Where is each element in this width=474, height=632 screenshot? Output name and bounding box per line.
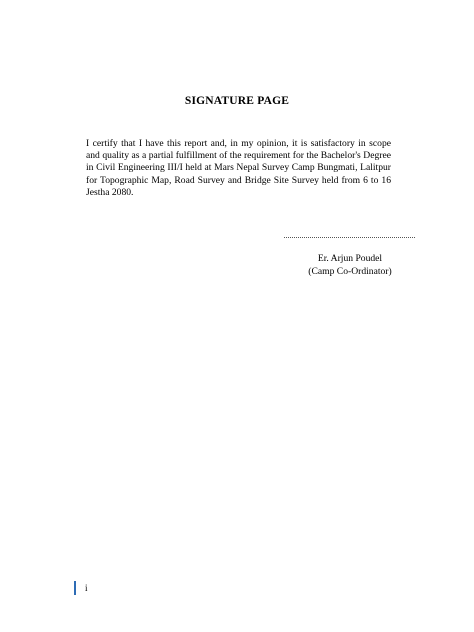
signature-line bbox=[284, 237, 415, 238]
page-title: SIGNATURE PAGE bbox=[184, 95, 290, 107]
signatory-role: (Camp Co-Ordinator) bbox=[308, 266, 392, 277]
signatory-name: Er. Arjun Poudel bbox=[317, 253, 383, 264]
page-number-marker bbox=[74, 581, 76, 595]
certification-paragraph: I certify that I have this report and, in my opinion, it is satisfactory in scope and quality as a partial fulfillment of the requirement for the Bachelor's Degree in Civil Engineering III/I held at Mars Nepal Survey Camp Bungmati, Lalitpur for Topographic Map, Road Survey and Bridge Site Survey held from 6 to 16 Jestha 2080. bbox=[86, 138, 391, 198]
page-number: i bbox=[85, 583, 88, 593]
